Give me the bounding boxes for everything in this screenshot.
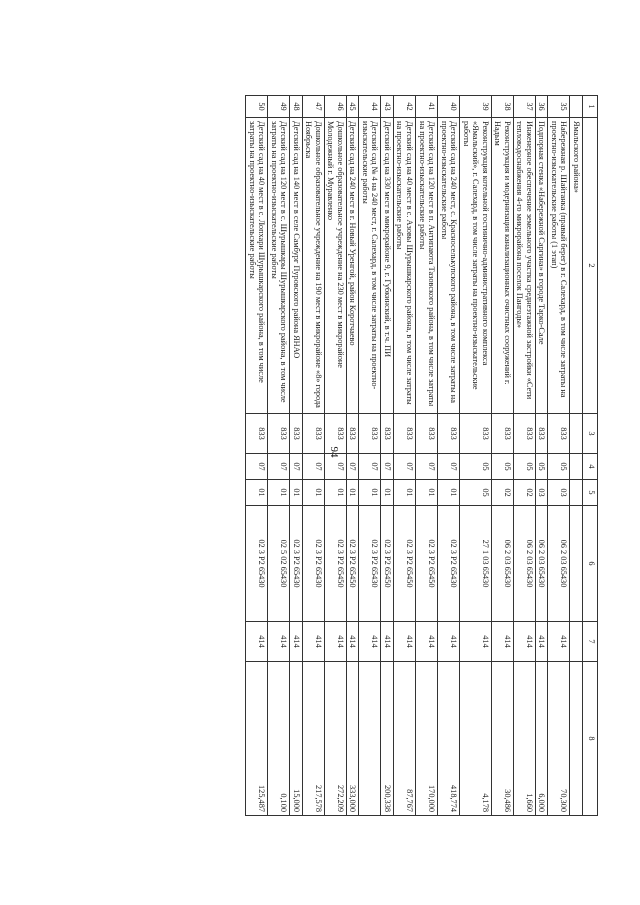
expense-type: 414 <box>268 622 290 662</box>
ministry-code: 833 <box>393 414 415 454</box>
row-number: 44 <box>359 96 381 118</box>
table-row <box>346 96 359 816</box>
expense-type: 414 <box>302 622 324 662</box>
target-article: 06 2 03 65430 <box>491 506 513 622</box>
table-row <box>359 96 381 816</box>
target-article: 27 1 03 65430 <box>460 506 492 622</box>
object-name: Детский сад на 330 мест в микрорайоне 9, г. Губкинский, в т.ч. ПИ <box>381 118 394 414</box>
header-cell: 2 <box>583 118 598 414</box>
header-cell: 1 <box>583 96 598 118</box>
header-cell: 6 <box>583 506 598 622</box>
table-row <box>416 96 438 816</box>
expense-type: 414 <box>393 622 415 662</box>
ministry-code: 833 <box>548 414 570 454</box>
row-number: 47 <box>302 96 324 118</box>
expense-type: 414 <box>346 622 359 662</box>
object-name: Детский сад на 240 мест, с. Красноселькупского района, в том числе затраты на проектно-изыскательские работы <box>438 118 460 414</box>
object-name: Инженерное обеспечение земельного участка среднеэтажной застройки «Сети тепловодоснабжения 4-го микрорайона поселок Пангоды» <box>513 118 535 414</box>
section-code: 07 <box>324 454 346 480</box>
table-row <box>491 96 513 816</box>
target-article: 06 2 03 65430 <box>548 506 570 622</box>
object-name: Детский сад № 4 на 240 мест, г. Салехард, в том числе затраты на проектно-изыскательские работы <box>359 118 381 414</box>
row-number: 37 <box>513 96 535 118</box>
subsection-code: 01 <box>290 480 303 506</box>
subsection-code: 01 <box>324 480 346 506</box>
subsection-code: 03 <box>535 480 548 506</box>
expense-type: 414 <box>513 622 535 662</box>
row-number: 50 <box>246 96 268 118</box>
subsection-code: 05 <box>460 480 492 506</box>
amount: 15,000 <box>290 662 303 816</box>
amount: 333,000 <box>346 662 359 816</box>
table-row <box>548 96 570 816</box>
object-name: Дошкольное образовательное учреждение на 230 мест в микрорайоне Молодежный г. Муравленко <box>324 118 346 414</box>
amount: 4,178 <box>460 662 492 816</box>
subsection-code: 01 <box>393 480 415 506</box>
target-article: 02 3 P2 65450 <box>416 506 438 622</box>
target-article: 02 3 P2 65430 <box>438 506 460 622</box>
table-row <box>393 96 415 816</box>
target-article: 02 3 P2 65450 <box>393 506 415 622</box>
object-name: Ямальского района» <box>570 118 583 414</box>
header-cell: 3 <box>583 414 598 454</box>
expense-type: 414 <box>359 622 381 662</box>
target-article: 02 3 P2 65450 <box>346 506 359 622</box>
section-code: 07 <box>302 454 324 480</box>
row-number <box>570 96 583 118</box>
ministry-code <box>570 414 583 454</box>
header-row <box>583 96 598 816</box>
amount: 170,000 <box>416 662 438 816</box>
object-name: Детский сад на 120 мест в п. Антипаюта Тазовского района, в том числе затраты на проектно-изыскательские работы <box>416 118 438 414</box>
amount: 272,209 <box>324 662 346 816</box>
table-row <box>535 96 548 816</box>
target-article: 02 3 P2 65430 <box>302 506 324 622</box>
subsection-code: 01 <box>246 480 268 506</box>
expense-type: 414 <box>548 622 570 662</box>
row-number: 41 <box>416 96 438 118</box>
subsection-code: 02 <box>491 480 513 506</box>
object-name: Дошкольное образовательное учреждение на 190 мест в микрорайоне «8» города Ноябрьска <box>302 118 324 414</box>
subsection-code: 01 <box>359 480 381 506</box>
table-row <box>246 96 268 816</box>
ministry-code: 833 <box>491 414 513 454</box>
ministry-code: 833 <box>359 414 381 454</box>
section-code: 07 <box>246 454 268 480</box>
ministry-code: 833 <box>246 414 268 454</box>
ministry-code: 833 <box>460 414 492 454</box>
row-number: 38 <box>491 96 513 118</box>
target-article: 02 3 P2 65450 <box>324 506 346 622</box>
object-name: Реконструкция и модернизация канализационных очистных сооружений г. Надым <box>491 118 513 414</box>
object-name: Детский сад на 140 мест в селе Самбург Пуровского района ЯНАО <box>290 118 303 414</box>
ministry-code: 833 <box>513 414 535 454</box>
amount <box>359 662 381 816</box>
section-code: 07 <box>346 454 359 480</box>
header-cell: 4 <box>583 454 598 480</box>
rotated-table-sheet <box>78 95 598 815</box>
page-number: 94 <box>328 446 340 458</box>
object-name: Реконструкция котельной гостинично-административного комплекса «Ямальский», г. Салехард, в том числе затраты на проектно-изыскательские работы <box>460 118 492 414</box>
header-cell: 5 <box>583 480 598 506</box>
section-code: 05 <box>513 454 535 480</box>
expense-type: 414 <box>416 622 438 662</box>
table-row <box>290 96 303 816</box>
target-article: 06 2 03 65430 <box>535 506 548 622</box>
row-number: 40 <box>438 96 460 118</box>
object-name: Детский сад на 240 мест в г. Новый Уренгой, район Коротчаево <box>346 118 359 414</box>
object-name: Детский сад на 120 мест в с. Шурышкары Шурышкарского района, в том числе затраты на проектно-изыскательские работы <box>268 118 290 414</box>
ministry-code: 833 <box>324 414 346 454</box>
expense-type <box>570 622 583 662</box>
amount: 70,300 <box>548 662 570 816</box>
object-name: Детский сад на 40 мест в с. Лопхари Шурышкарского района, в том числе затраты на проектно-изыскательские работы <box>246 118 268 414</box>
target-article: 02 3 P2 65450 <box>381 506 394 622</box>
ministry-code: 833 <box>302 414 324 454</box>
object-name: Детский сад на 40 мест в с. Азовы Шурышкарского района, в том числе затраты на проектно-изыскательские работы <box>393 118 415 414</box>
row-number: 39 <box>460 96 492 118</box>
target-article: 02 3 P2 65430 <box>290 506 303 622</box>
row-number: 35 <box>548 96 570 118</box>
table-row <box>324 96 346 816</box>
object-name: Подпорная стенка «Набережной Саргина» в городе Тарко-Сале <box>535 118 548 414</box>
amount: 87,767 <box>393 662 415 816</box>
ministry-code: 833 <box>290 414 303 454</box>
table-row <box>268 96 290 816</box>
budget-table <box>245 95 598 816</box>
table-row <box>302 96 324 816</box>
subsection-code <box>570 480 583 506</box>
ministry-code: 833 <box>416 414 438 454</box>
expense-type: 414 <box>324 622 346 662</box>
expense-type: 414 <box>491 622 513 662</box>
row-number: 49 <box>268 96 290 118</box>
table-row <box>570 96 583 816</box>
section-code <box>570 454 583 480</box>
amount: 200,338 <box>381 662 394 816</box>
amount: 217,578 <box>302 662 324 816</box>
amount: 6,000 <box>535 662 548 816</box>
table-row <box>513 96 535 816</box>
row-number: 42 <box>393 96 415 118</box>
expense-type: 414 <box>438 622 460 662</box>
row-number: 48 <box>290 96 303 118</box>
row-number: 43 <box>381 96 394 118</box>
row-number: 36 <box>535 96 548 118</box>
target-article: 02 5 02 65430 <box>268 506 290 622</box>
row-number: 46 <box>324 96 346 118</box>
section-code: 07 <box>416 454 438 480</box>
expense-type: 414 <box>246 622 268 662</box>
subsection-code: 01 <box>268 480 290 506</box>
row-number: 45 <box>346 96 359 118</box>
section-code: 05 <box>491 454 513 480</box>
target-article: 02 3 P2 65430 <box>359 506 381 622</box>
subsection-code: 03 <box>548 480 570 506</box>
section-code: 07 <box>290 454 303 480</box>
section-code: 05 <box>460 454 492 480</box>
ministry-code: 833 <box>438 414 460 454</box>
section-code: 07 <box>268 454 290 480</box>
table-row <box>438 96 460 816</box>
section-code: 07 <box>359 454 381 480</box>
section-code: 07 <box>393 454 415 480</box>
subsection-code: 01 <box>302 480 324 506</box>
table-row <box>381 96 394 816</box>
object-name: Набережная р. Шайтанка (правый берег) в г. Салехард, в том числе затраты на проектно-изыскательские работы (1 этап) <box>548 118 570 414</box>
subsection-code: 01 <box>438 480 460 506</box>
target-article: 06 2 03 65430 <box>513 506 535 622</box>
header-cell: 8 <box>583 662 598 816</box>
target-article <box>570 506 583 622</box>
amount: 1,660 <box>513 662 535 816</box>
ministry-code: 833 <box>381 414 394 454</box>
ministry-code: 833 <box>535 414 548 454</box>
section-code: 05 <box>535 454 548 480</box>
expense-type: 414 <box>381 622 394 662</box>
subsection-code: 01 <box>416 480 438 506</box>
table-row <box>460 96 492 816</box>
amount: 30,486 <box>491 662 513 816</box>
section-code: 07 <box>438 454 460 480</box>
amount: 418,774 <box>438 662 460 816</box>
ministry-code: 833 <box>346 414 359 454</box>
header-cell: 7 <box>583 622 598 662</box>
ministry-code: 833 <box>268 414 290 454</box>
subsection-code: 01 <box>346 480 359 506</box>
amount <box>570 662 583 816</box>
expense-type: 414 <box>535 622 548 662</box>
subsection-code: 02 <box>513 480 535 506</box>
amount: 0,100 <box>268 662 290 816</box>
expense-type: 414 <box>460 622 492 662</box>
amount: 125,487 <box>246 662 268 816</box>
subsection-code: 01 <box>381 480 394 506</box>
expense-type: 414 <box>290 622 303 662</box>
section-code: 05 <box>548 454 570 480</box>
section-code: 07 <box>381 454 394 480</box>
target-article: 02 3 P2 65430 <box>246 506 268 622</box>
